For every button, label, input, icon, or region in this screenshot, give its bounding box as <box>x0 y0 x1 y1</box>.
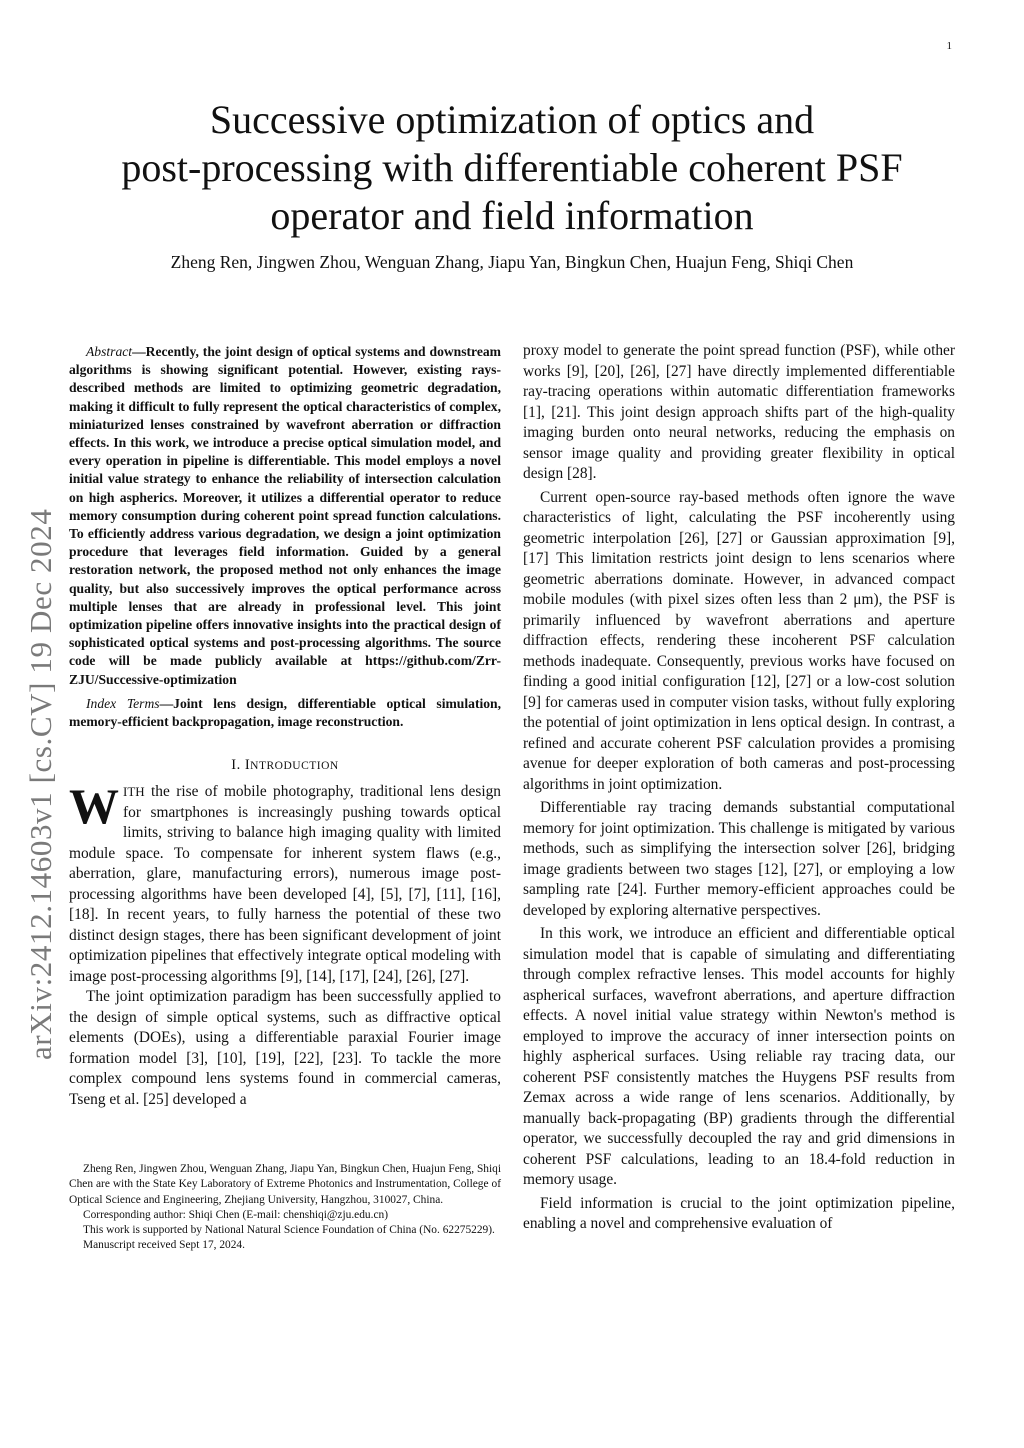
title-line: post-processing with differentiable coherent PSF <box>121 145 903 190</box>
index-terms-text: —Joint lens design, differentiable optical simulation, memory-efficient backpropagation, image reconstruction. <box>69 695 501 730</box>
title-line: Successive optimization of optics and <box>209 97 815 142</box>
intro-paragraph-1 <box>69 778 501 987</box>
arxiv-stamp: arXiv:2412.14603v1 [cs.CV] 19 Dec 2024 <box>23 508 58 1060</box>
body-paragraph: proxy model to generate the point spread function (PSF), while other works [9], [20], [26], [27] have directly implemented differentiable ray-tracing operations within automatic differentiation frameworks [1], [21]. This joint design approach shifts part of the high-quality imaging burden onto neural networks, reducing the emphasis on sensor image quality and providing greater flexibility in optical design [28]. <box>523 342 955 482</box>
footnotes <box>69 1162 501 1254</box>
body-paragraph: Differentiable ray tracing demands substantial computational memory for joint optimization. This challenge is mitigated by various methods, such as simplifying the intersection solver [26], bridging image gradients between two stages [12], [27], or employing a low sampling rate [24]. Further memory-efficient approaches could be developed by exploring alternative perspectives. <box>523 799 955 919</box>
right-column <box>523 341 955 1238</box>
paper-title <box>60 96 964 240</box>
index-terms-label: Index Terms <box>86 695 160 711</box>
drop-cap: W <box>69 778 119 835</box>
body-paragraph: Field information is crucial to the joint optimization pipeline, enabling a novel and comprehensive evaluation of <box>523 1194 955 1232</box>
intro-paragraph-1-text: the rise of mobile photography, traditional lens design for smartphones is increasingly pushing towards optical limits, striving to balance high imaging quality with limited module space. To compensate for inherent system flaws (e.g., aberration, glare, manufacturing errors), numerous image post-processing algorithms have been developed [4], [5], [7], [11], [16], [18]. In recent years, to fully harness the potential of these two distinct design stages, there has been significant development of joint optimization pipelines that effectively integrate optical modeling with image post-processing algorithms [9], [14], [17], [24], [26], [27]. <box>69 783 501 985</box>
section-heading-introduction <box>69 757 501 774</box>
section-numeral: I. I <box>231 757 251 774</box>
index-terms <box>69 695 501 731</box>
footnote-corresponding: Corresponding author: Shiqi Chen (E-mail: chenshiqi@zju.edu.cn) <box>83 1208 389 1221</box>
footnote-affiliation: Zheng Ren, Jingwen Zhou, Wenguan Zhang, Jiapu Yan, Bingkun Chen, Huajun Feng, Shiqi Chen are with the State Key Laboratory of Extreme Photonics and Instrumentation, College of Optical Science and Engineering, Zhejiang University, Hangzhou, 310027, China. <box>69 1163 501 1206</box>
body-paragraph: Current open-source ray-based methods often ignore the wave characteristics of light, calculating the PSF incoherently using geometric interpolation [26], [27] or Gaussian approximation [9], [17] This limitation restricts joint design to lens scenarios where geometric aberrations dominate. However, in advanced compact mobile modules (with pixel sizes often less than 2 μm), the PSF is primarily influenced by wavefront aberrations and aperture diffraction effects, rendering these incoherent PSF calculation methods inadequate. Consequently, previous works have focused on finding a good initial configuration [12], [27] or a low-cost solution [9] for cameras used in computer vision tasks, without fully exploring the potential of joint optimization in lens optical design. In contrast, a refined and accurate coherent PSF calculation provides a promising avenue for deeper exploration of both cameras and post-processing algorithms in joint optimization. <box>523 488 955 793</box>
intro-smallcaps: ITH <box>123 784 145 800</box>
left-column <box>69 343 501 1110</box>
page-number: 1 <box>946 40 952 52</box>
author-list: Zheng Ren, Jingwen Zhou, Wenguan Zhang, Jiapu Yan, Bingkun Chen, Huajun Feng, Shiqi Chen <box>170 252 854 272</box>
abstract-text: —Recently, the joint design of optical systems and downstream algorithms is showing significant potential. However, existing rays-described methods are limited to optimizing geometric degradation, making it difficult to fully represent the optical characteristics of complex, miniaturized lenses constrained by wavefront aberration or diffraction effects. In this work, we introduce a precise optical simulation model, and every operation in pipeline is differentiable. This model employs a novel initial value strategy to enhance the reliability of intersection calculation on high aspherics. Moreover, it utilizes a differential operator to reduce memory consumption during coherent point spread function calculations. To efficiently address various degradation, we design a joint optimization procedure that leverages field information. Guided by a general restoration network, the proposed method not only enhances the image quality, but also successively improves the optical performance across multiple lenses that are already in professional level. This joint optimization pipeline offers innovative insights into the practical design of sophisticated optical systems and post-processing algorithms. The source code will be made publicly available at https://github.com/Zrr-ZJU/Successive-optimization <box>69 344 501 687</box>
title-line: operator and field information <box>270 193 754 238</box>
abstract <box>69 343 501 689</box>
section-title-rest: NTRODUCTION <box>250 760 339 773</box>
abstract-label: Abstract <box>86 344 133 359</box>
footnote-funding: This work is supported by National Natural Science Foundation of China (No. 62275229). <box>83 1224 495 1237</box>
footnote-received: Manuscript received Sept 17, 2024. <box>83 1239 245 1252</box>
body-paragraph: In this work, we introduce an efficient and differentiable optical simulation model that is capable of simulating and differentiating through complex refractive lenses. This model accounts for highly aspherical surfaces, wavefront aberrations, and aperture diffraction effects. A novel initial value strategy within Newton's method is employed to improve the accuracy of inner intersection points on highly aspherical surfaces. Using reliable ray tracing data, our coherent PSF consistently matches the Huygens PSF results from Zemax across a wide range of lens scenarios. Additionally, by manually back-propagating (BP) gradients through the differential operator, we successfully decoupled the ray and grid dimensions in coherent PSF calculations, leading to an 18.4-fold reduction in memory usage. <box>523 925 955 1188</box>
intro-paragraph-2: The joint optimization paradigm has been successfully applied to the design of simple optical systems, such as diffractive optical elements (DOEs), using a differentiable paraxial Fourier image formation model [3], [10], [19], [22], [23]. To tackle the more complex compound lens systems found in commercial cameras, Tseng et al. [25] developed a <box>69 988 501 1108</box>
